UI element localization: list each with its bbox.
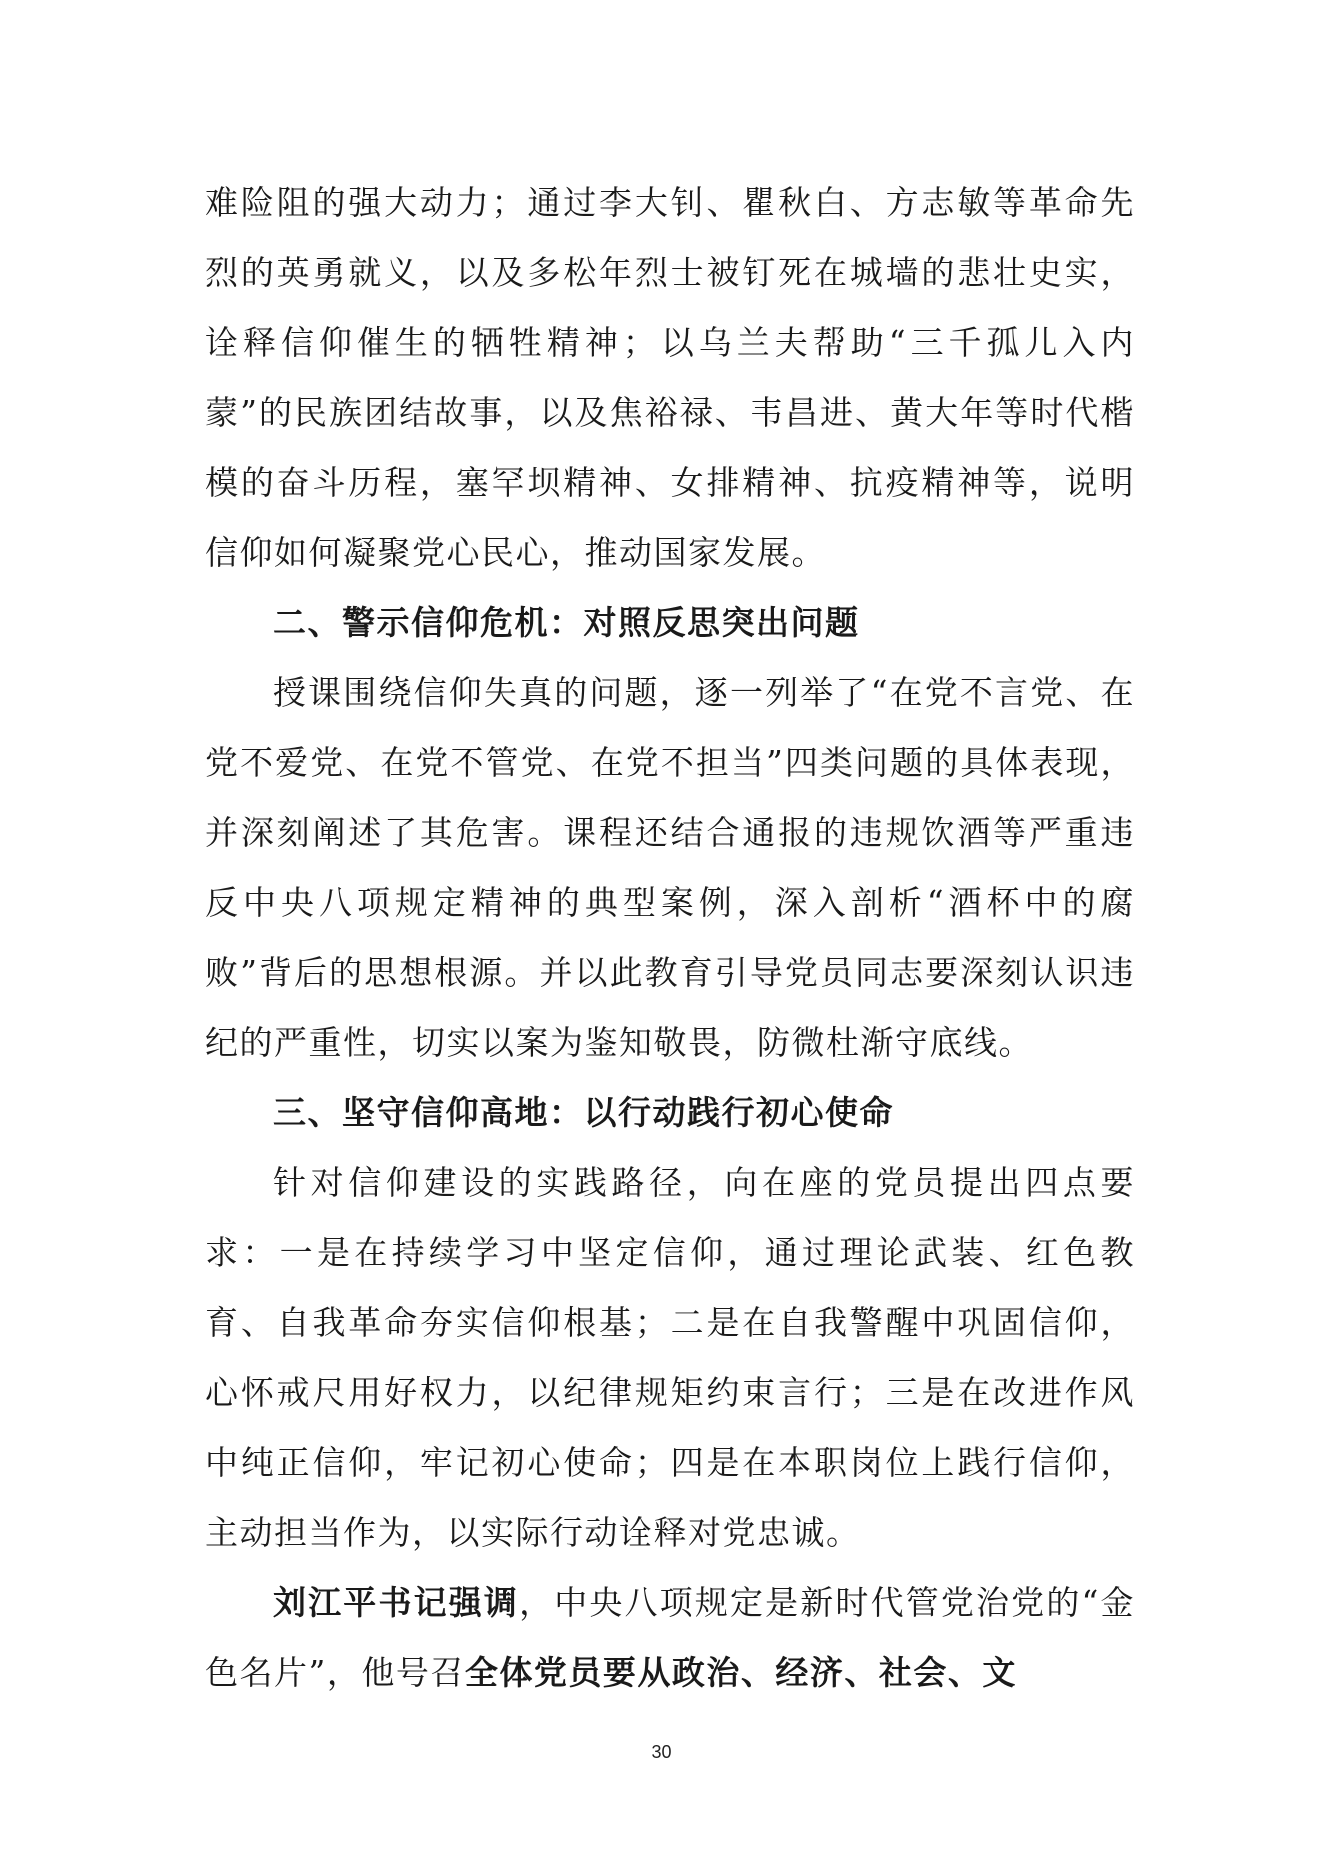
paragraph-continuation: 难险阻的强大动力；通过李大钊、瞿秋白、方志敏等革命先烈的英勇就义，以及多松年烈士被钉死在城墙的悲壮史实，诠释信仰催生的牺牲精神；以乌兰夫帮助“三千孤儿入内蒙”的民族团结故事，以及焦裕禄、韦昌进、黄大年等时代楷模的奋斗历程，塞罕坝精神、女排精神、抗疫精神等，说明信仰如何凝聚党心民心，推动国家发展。: [205, 183, 1135, 572]
emphasis-middle-text: ，中央八项规定是新时代管党治党的“金色名片”，他号召: [205, 1583, 1136, 1692]
page-number: 30: [651, 1742, 672, 1762]
call-to-action-bold: 全体党员要从政治、经济、社会、文: [464, 1653, 1017, 1692]
paragraph-secretary-emphasis: [205, 1568, 1135, 1708]
section-heading-2: 二、警示信仰危机：对照反思突出问题: [273, 603, 860, 642]
paragraph-practice-path: 针对信仰建设的实践路径，向在座的党员提出四点要求：一是在持续学习中坚定信仰，通过理论武装、红色教育、自我革命夯实信仰根基；二是在自我警醒中巩固信仰，心怀戒尺用好权力，以纪律规矩约束言行；三是在改进作风中纯正信仰，牢记初心使命；四是在本职岗位上践行信仰，主动担当作为，以实际行动诠释对党忠诚。: [205, 1163, 1135, 1552]
section-heading-3: 三、坚守信仰高地：以行动践行初心使命: [273, 1093, 894, 1132]
paragraph-warning-crisis: 授课围绕信仰失真的问题，逐一列举了“在党不言党、在党不爱党、在党不管党、在党不担当”四类问题的具体表现，并深刻阐述了其危害。课程还结合通报的违规饮酒等严重违反中央八项规定精神的典型案例，深入剖析“酒杯中的腐败”背后的思想根源。并以此教育引导党员同志要深刻认识违纪的严重性，切实以案为鉴知敬畏，防微杜渐守底线。: [205, 673, 1135, 1062]
document-body: [205, 168, 1135, 1708]
secretary-name-bold: 刘江平书记强调: [273, 1583, 520, 1622]
